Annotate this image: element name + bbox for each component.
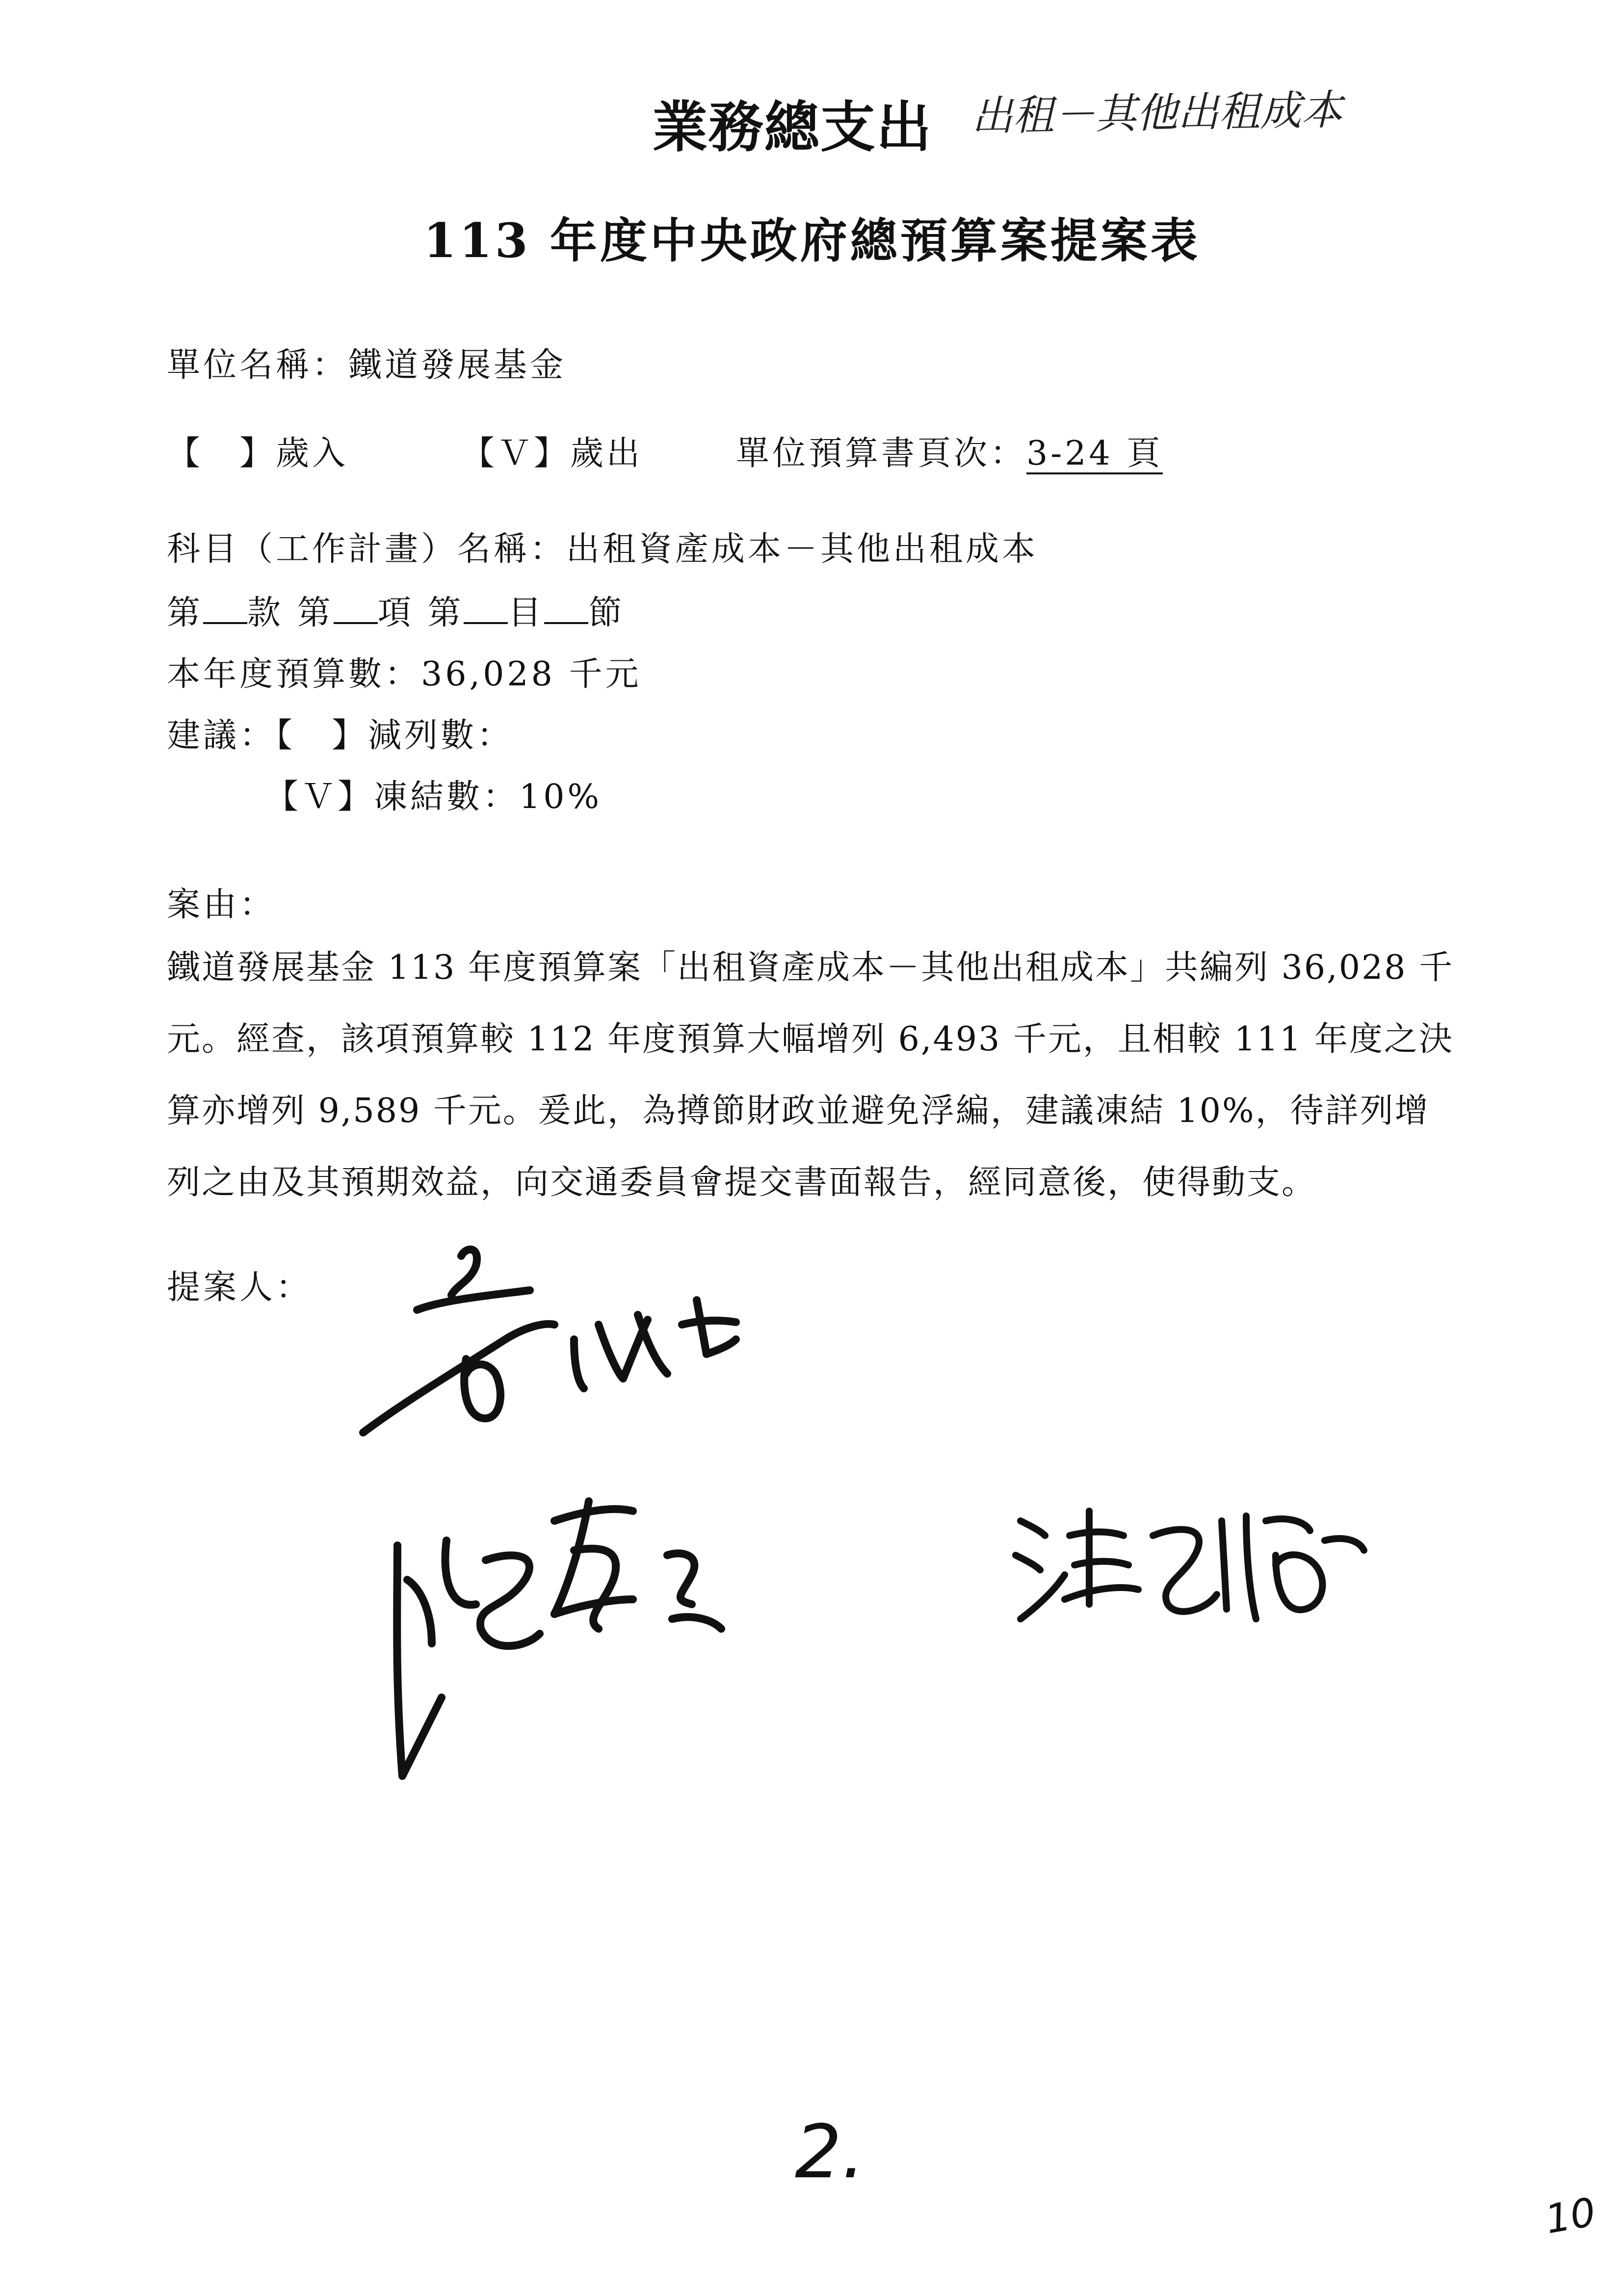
page-number: 10 — [1542, 2189, 1599, 2243]
page-ref-label: 單位預算書頁次： — [736, 434, 1027, 473]
unit-row — [167, 339, 566, 386]
header-handwritten-note: 出租－其他出租成本 — [971, 85, 1343, 140]
signature-3 — [1011, 1491, 1384, 1653]
mu-blank — [464, 593, 508, 624]
cut-checkbox: 【 】 — [276, 716, 368, 755]
section-di-2: 第 — [297, 594, 334, 632]
section-jie: 節 — [588, 594, 625, 632]
page-ref-group — [736, 427, 1163, 474]
suggestion-label: 建議： — [167, 716, 276, 755]
reason-line: 算亦增列 9,589 千元。爰此，為撙節財政並避免浮編，建議凍結 10%，待詳列增 — [167, 1092, 1430, 1130]
revenue-label: 歲入 — [276, 434, 349, 473]
section-mu: 目 — [508, 594, 545, 632]
reason-line: 元。經查，該項預算較 112 年度預算大幅增列 6,493 千元，且相較 111 年度之決 — [167, 1020, 1454, 1059]
freeze-label: 凍結數： — [374, 778, 520, 816]
expense-checkbox: 【Ｖ】 — [461, 434, 571, 473]
type-row — [167, 427, 348, 474]
section-kuan: 款 — [247, 594, 284, 632]
unit-value: 鐵道發展基金 — [348, 346, 567, 385]
budget-label: 本年度預算數： — [167, 655, 421, 694]
revenue-checkbox: 【 】 — [167, 434, 276, 473]
budget-row — [167, 648, 642, 695]
budget-value: 36,028 千元 — [421, 655, 642, 694]
freeze-checkbox: 【Ｖ】 — [265, 778, 374, 816]
unit-label: 單位名稱： — [167, 346, 349, 385]
reason-paragraph — [167, 932, 1501, 1219]
jie-blank — [544, 593, 588, 624]
signature-2 — [378, 1482, 819, 1800]
expense-label: 歲出 — [570, 434, 643, 473]
handwritten-page-mark: 2. — [795, 2110, 865, 2195]
proposer-label: 提案人： — [167, 1268, 313, 1307]
reason-label: 案由： — [167, 886, 276, 924]
freeze-row — [265, 770, 602, 818]
section-di-1: 第 — [167, 594, 204, 632]
subject-value: 出租資產成本－其他出租成本 — [566, 530, 1039, 569]
page-title: 113 年度中央政府總預算案提案表 — [423, 213, 1201, 268]
expense-group — [461, 427, 643, 474]
reason-line: 列之由及其預期效益，向交通委員會提交書面報告，經同意後，使得動支。 — [167, 1163, 1317, 1202]
xiang-blank — [334, 593, 378, 624]
signature-1 — [343, 1226, 785, 1472]
page-ref-value: 3-24 頁 — [1026, 436, 1163, 474]
subject-label: 科目（工作計畫）名稱： — [167, 530, 567, 569]
kuan-blank — [203, 593, 247, 624]
header-category: 業務總支出 — [653, 96, 932, 159]
suggestion-row — [167, 709, 513, 757]
reason-line: 鐵道發展基金 113 年度預算案「出租資產成本－其他出租成本」共編列 36,028 千 — [167, 948, 1454, 987]
cut-label: 減列數： — [368, 716, 514, 755]
section-row — [167, 586, 625, 634]
freeze-value: 10% — [519, 778, 602, 816]
section-xiang: 項 — [377, 594, 414, 632]
section-di-3: 第 — [427, 594, 464, 632]
subject-row — [167, 522, 1038, 570]
